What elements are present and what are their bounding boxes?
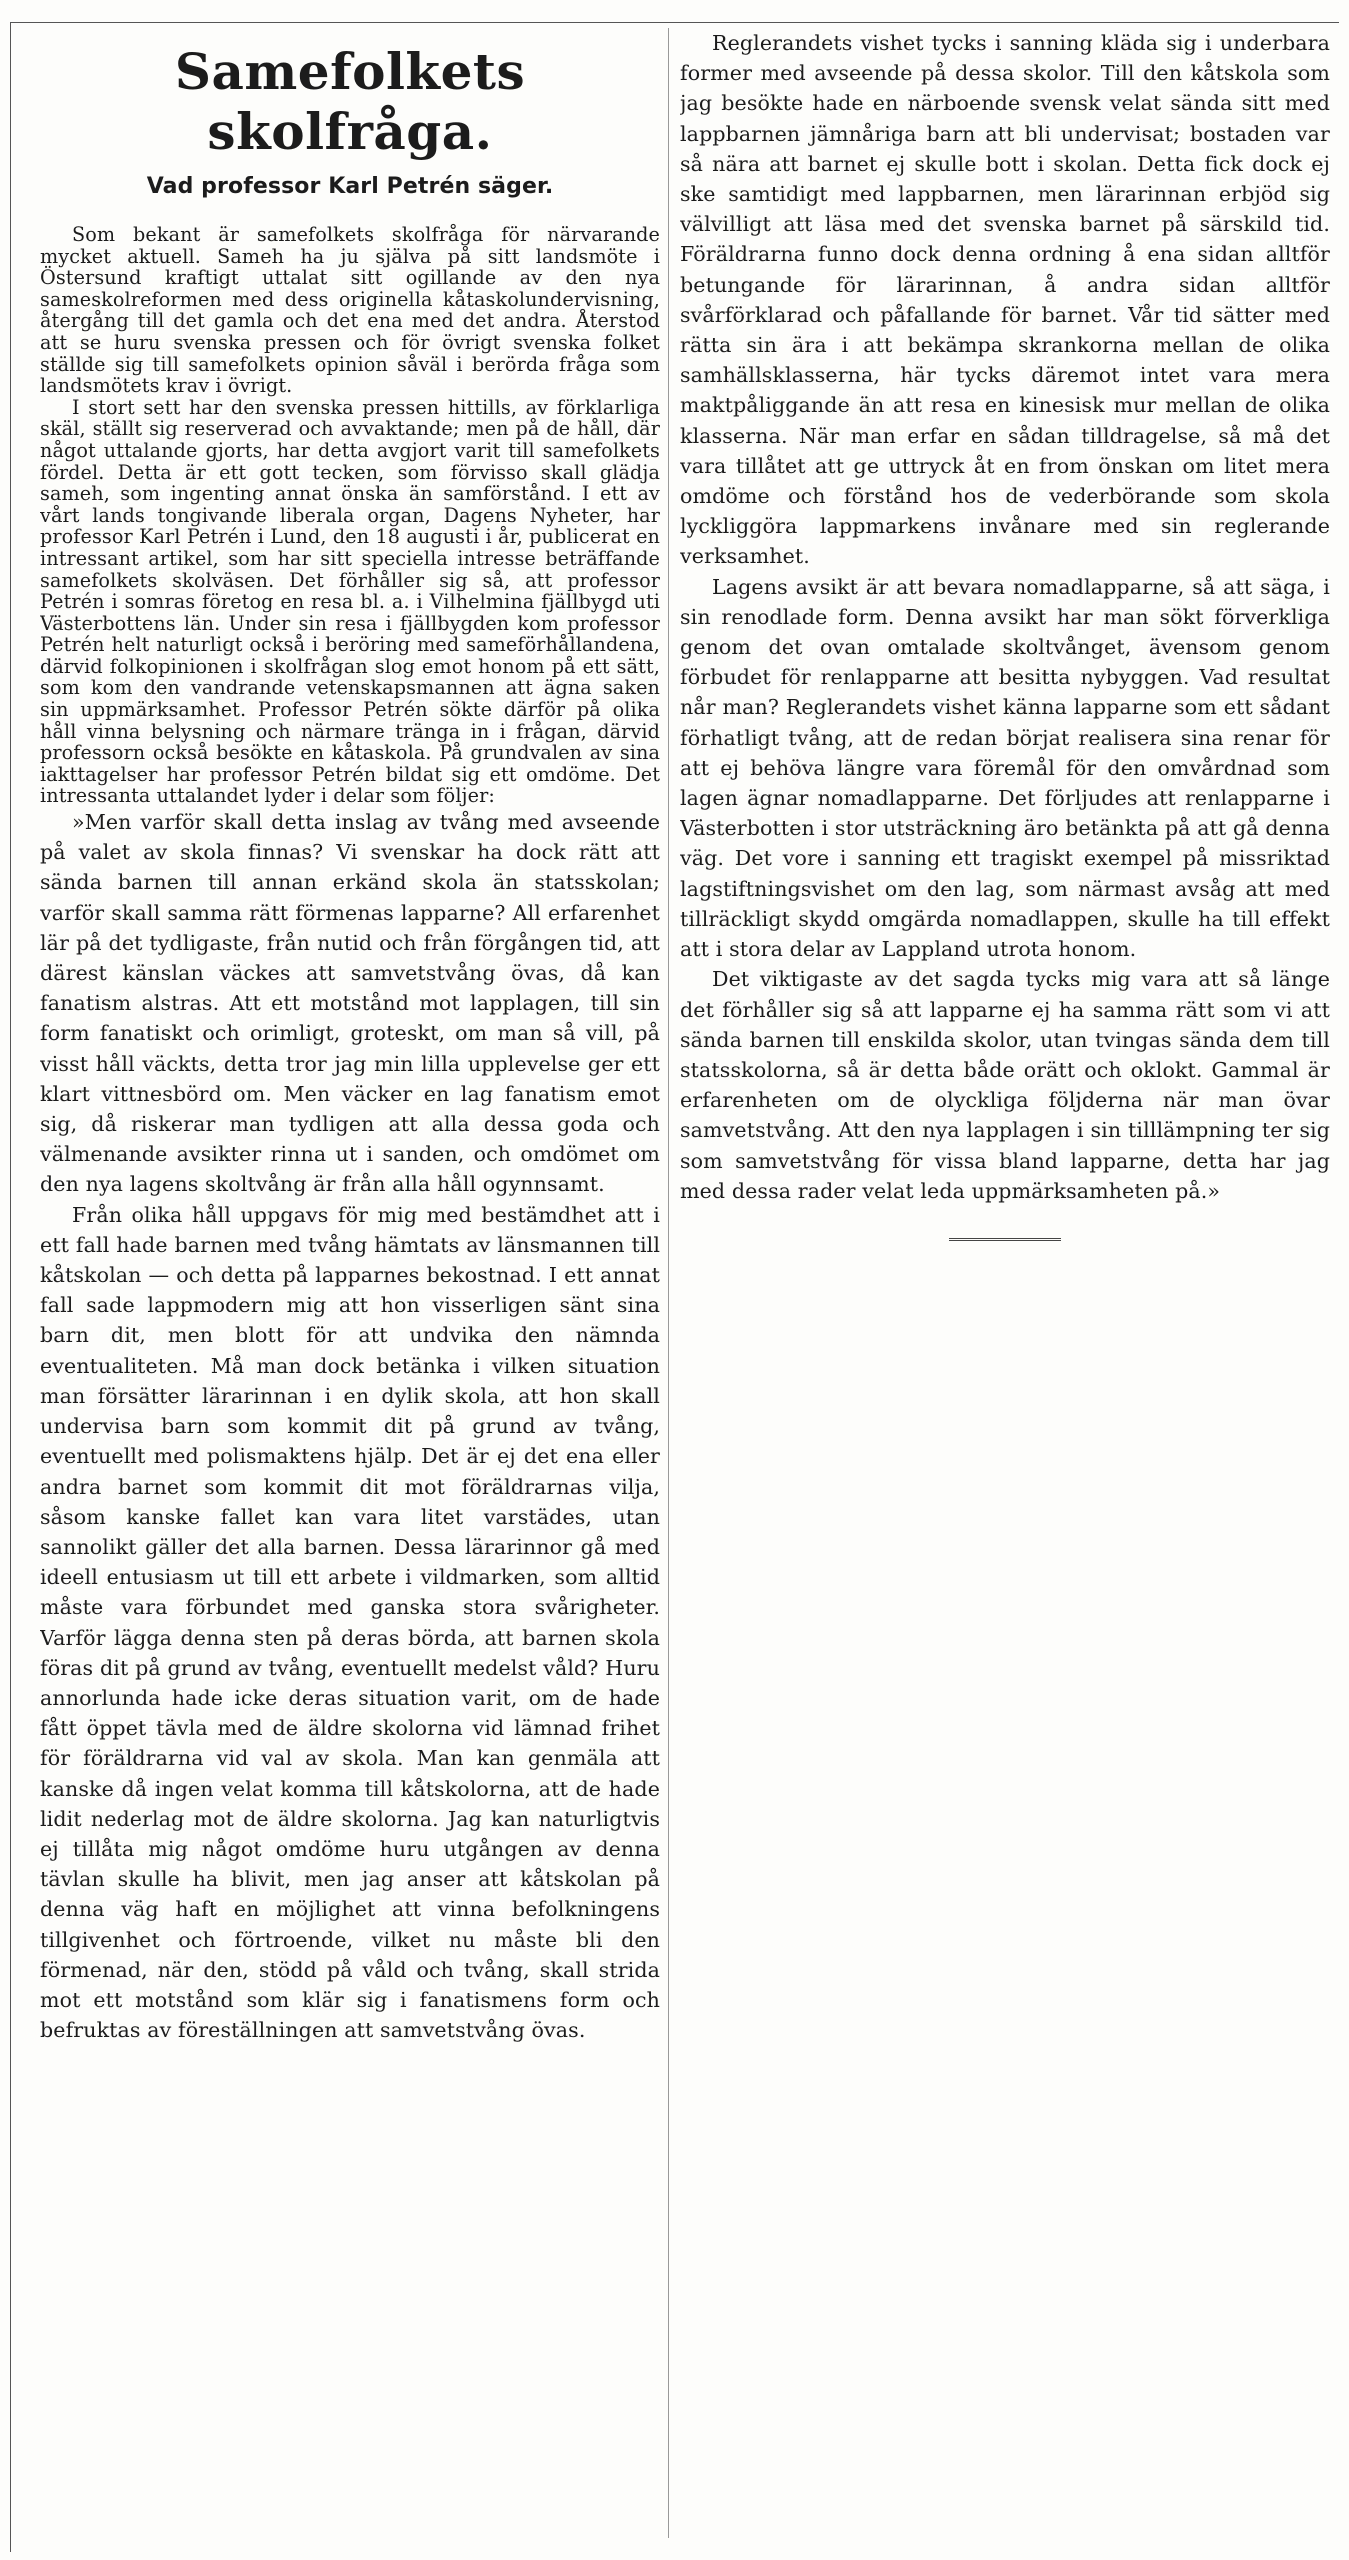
- right-column: [680, 28, 1330, 1728]
- quote-paragraph: Lagens avsikt är att bevara nomadlapparne, så att säga, i sin renodlade form. Denna avsikt har man sökt förverkliga genom det ovan omtalade skoltvånget, ävensom genom förbudet för renlapparne att besitta nybyggen. Vad resultat når man? Reglerandets vishet känna lapparne som ett sådant förhatligt tvång, att de redan börjat realisera sina renar för att ej behöva längre vara föremål för den omvårdnad som lagen ägnar nomadlapparne. Det förljudes att renlapparne i Västerbotten i stor utsträckning äro betänkta på att gå denna väg. Det vore i sanning ett tragiskt exempel på missriktad lagstiftningsvishet om den lag, som närmast avsåg att med tillräckligt skydd omgärda nomadlappen, skulle ha till effekt att i stora delar av Lappland utrota honom.: [680, 574, 1330, 962]
- quote-paragraph: Från olika håll uppgavs för mig med bestämdhet att i ett fall hade barnen med tvång hämtats av länsmannen till kåtskolan — och detta på lapparnes bekostnad. I ett annat fall sade lappmodern mig att hon visserligen sänt sina barn dit, men blott för att undvika den nämnda eventualiteten. Må man dock betänka i vilken situation man försätter lärarinnan i en dylik skola, att hon skall undervisa barn som kommit dit på grund av tvång, eventuellt med polismaktens hjälp. Det är ej det ena eller andra barnet som kommit dit mot föräldrarnas vilja, såsom kanske fallet kan vara litet varstädes, utan sannolikt gäller det alla barnen. Dessa lärarinnor gå med ideell entusiasm ut till ett arbete i vildmarken, som alltid måste vara förbundet med ganska stora svårigheter. Varför lägga denna sten på deras börda, att barnen skola föras dit på grund av tvång, eventuellt medelst våld? Huru annorlunda hade icke deras situation varit, om de hade fått öppet tävla med de äldre skolorna vid lämnad frihet för föräldrarna vid val av skola. Man kan genmäla att kanske då ingen velat komma till kåtskolorna, att de hade lidit nederlag mot de äldre skolorna. Jag kan naturligtvis ej tillåta mig något omdöme huru utgången av denna tävlan skulle ha blivit, men jag anser att kåtskolan på denna väg haft en möjlighet att vinna befolkningens tillgivenhet och förtroende, vilket nu måste bli den förmenad, när den, stödd på våld och tvång, skall strida mot ett motstånd som klär sig i fanatismens form och befruktas av föreställningen att samvetstvång övas.: [40, 1202, 660, 2043]
- column-divider: [668, 28, 669, 2538]
- article-headline: Samefolkets skolfråga.: [174, 42, 526, 161]
- lead-paragraph: Som bekant är samefolkets skolfråga för närvarande mycket aktuell. Sameh ha ju själva på sitt landsmöte i Östersund kraftigt uttalat sitt ogillande av den nya sameskolreformen med dess originella kåtaskolundervisning, återgång till det gamla och det ena med det andra. Återstod att se huru svenska pressen och för övrigt svenska folket ställde sig till samefolkets opinion såväl i berörda fråga som landsmötets krav i övrigt.: [40, 223, 660, 398]
- article-end-rule: [949, 1238, 1061, 1245]
- lead-paragraph: I stort sett har den svenska pressen hittills, av förklarliga skäl, ställt sig reserverad och avvaktande; men på de håll, där något uttalande gjorts, har detta avgjort varit till samefolkets fördel. Detta är ett gott tecken, som förvisso skall glädja sameh, som ingenting annat önska än samförstånd. I ett av vårt lands tongivande liberala organ, Dagens Nyheter, har professor Karl Petrén i Lund, den 18 augusti i år, publicerat en intressant artikel, som har sitt speciella intresse beträffande samefolkets skolväsen. Det förhåller sig så, att professor Petrén i somras företog en resa bl. a. i Vilhelmina fjällbygd uti Västerbottens län. Under sin resa i fjällbygden kom professor Petrén helt naturligt också i beröring med sameförhållandena, därvid folkopinionen i skolfrågan slog emot honom på ett sätt, som kom den vandrande vetenskapsmannen att ägna saken sin uppmärksamhet. Professor Petrén sökte därför på olika håll vinna belysning och närmare tränga in i frågan, därvid professorn också besökte en kåtaskola. På grundvalen av sina iakttagelser har professor Petrén bildat sig ett omdöme. Det intressanta uttalandet lyder i delar som följer:: [40, 395, 660, 808]
- left-border-rule: [10, 22, 11, 2552]
- quote-paragraph: Reglerandets vishet tycks i sanning kläda sig i underbara former med avseende på dessa skolor. Till den kåtskola som jag besökte hade en närboende svensk velat sända sitt med lappbarnen jämnåriga barn att bli undervisat; bostaden var så nära att barnet ej skulle bott i skolan. Detta fick dock ej ske samtidigt med lappbarnen, men lärarinnan erbjöd sig välvilligt att läsa med det svenska barnet på särskild tid. Föräldrarna funno dock denna ordning å ena sidan alltför betungande för lärarinnan, å andra sidan alltför svårförklarad och påfallande för barnet. Vår tid sätter med rätta sin ära i att bekämpa skrankorna mellan de olika samhällsklasserna, här tycks däremot intet vara mera maktpåliggande än att resa en kinesisk mur mellan de olika klasserna. När man erfar en sådan tilldragelse, så må det vara tillåtet att ge uttryck åt en from önskan om litet mera omdöme och förstånd hos de vederbörande som skola lyckliggöra lappmarkens invånare med sin reglerande verksamhet.: [680, 31, 1330, 569]
- article-subheadline: Vad professor Karl Petrén säger.: [146, 174, 554, 199]
- top-border-rule: [10, 22, 1339, 23]
- quote-paragraph: Det viktigaste av det sagda tycks mig vara att så länge det förhåller sig så att lapparne ej ha samma rätt som vi att sända barnen till enskilda skolor, utan tvingas sända dem till statsskolorna, så är detta både orätt och oklokt. Gammal är erfarenheten om de olyckliga följderna när man övar samvetstvång. Att den nya lapplagen i sin tilllämpning ter sig som samvetstvång för vissa bland lapparne, detta har jag med dessa rader velat leda uppmärksamheten på.»: [680, 967, 1330, 1203]
- left-column: [40, 28, 660, 2548]
- quote-paragraph: »Men varför skall detta inslag av tvång med avseende på valet av skola finnas? Vi svenskar ha dock rätt att sända barnen till annan erkänd skola än statsskolan; varför skall samma rätt förmenas lapparne? All erfarenhet lär på det tydligaste, från nutid och från förgången tid, att därest känslan väckes att samvetstvång övas, då kan fanatism alstras. Att ett motstånd mot lapplagen, till sin form fanatiskt och orimligt, groteskt, om man så vill, på visst håll väckts, detta tror jag min lilla upplevelse ger ett klart vittnesbörd om. Men väcker en lag fanatism emot sig, då riskerar man tydligen att alla dessa goda och välmenande avsikter rinna ut i sanden, och omdömet om den nya lagens skoltvång är från alla håll ogynnsamt.: [40, 810, 660, 1197]
